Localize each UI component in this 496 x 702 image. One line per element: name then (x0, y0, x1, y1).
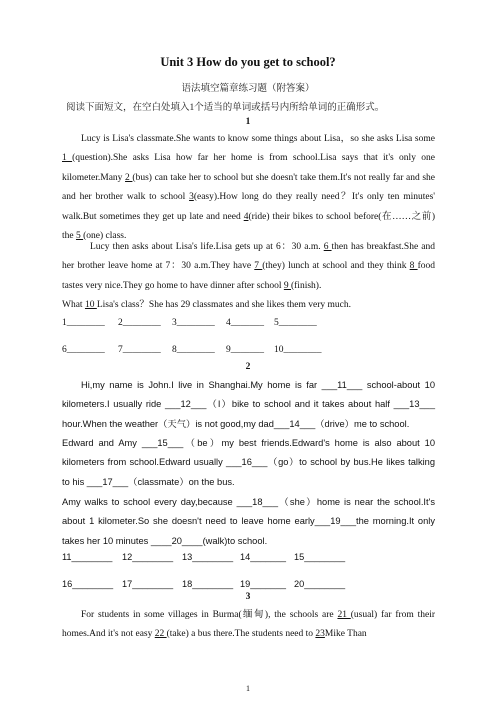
blank-23: 23 (315, 629, 325, 640)
text-run: Lisa's class？She has 29 classmates and she likes them very much. (96, 300, 352, 310)
blank-5: 5 (75, 231, 84, 242)
section-2-paragraph-2: Edward and Amy ___15___（be）my best friends.Edward's home is also about 10 kilometers from school.Edward usually ___16___（go）to school by bus.He likes talking to his ___17___（classmate）on the bus. (62, 438, 435, 487)
page-number: 1 (246, 684, 250, 693)
answer-blank[interactable]: 3________ (172, 318, 215, 328)
answer-blanks-16-20 (62, 579, 345, 589)
section-1-number: 1 (245, 117, 251, 127)
answer-blanks-1-5 (62, 318, 317, 328)
blank-2: 2 (125, 172, 133, 183)
text-run: food tastes very nice.They go home to have dinner after school (62, 261, 436, 291)
answer-blank[interactable]: 6________ (62, 345, 105, 355)
answer-blank[interactable]: 9_______ (226, 345, 264, 355)
blank-22: 22 (154, 629, 167, 640)
section-1-paragraph-2 (62, 238, 435, 296)
answer-blank[interactable]: 19_______ (240, 579, 286, 589)
text-run: (take) a bus there.The students need to (166, 629, 316, 640)
text-run: (they) lunch at school and they think (262, 261, 410, 272)
answer-blank[interactable]: 20________ (294, 579, 346, 589)
blank-6: 6 (323, 242, 332, 252)
text-run: Lucy is Lisa's classmate.She wants to know some things about Lisa，so she asks Lisa some (81, 134, 435, 144)
blank-3: 3 (189, 192, 194, 203)
answer-blank[interactable]: 14_______ (240, 552, 286, 562)
section-2-paragraph-3: Amy walks to school every day,because ___18___（she）home is near the school.It's about 1 kilometer.So she doesn't need to leave home early___19___the morning.It only takes her 10 minutes ____20____(walk)to school. (62, 497, 435, 546)
text-run: (ride) their bikes to school before(在……之前) the (62, 211, 435, 242)
answer-blank[interactable]: 17________ (122, 579, 174, 589)
text-run: What (62, 300, 85, 310)
section-2-number: 2 (245, 362, 251, 372)
instructions: 阅读下面短文，在空白处填入1个适当的单词或括号内所给单词的正确形式。 (66, 103, 385, 113)
text-run: Mike Than (324, 629, 367, 640)
page-subtitle: 语法填空篇章练习题（附答案） (181, 84, 315, 94)
text-run: (bus) can take her to school but she doesn't take them.It's not really far and she and her brother walk to school (62, 172, 436, 203)
answer-blank[interactable]: 4_______ (226, 318, 264, 328)
answer-blank[interactable]: 7________ (118, 345, 161, 355)
blank-1: 1 (62, 153, 73, 164)
blank-4: 4 (243, 211, 249, 222)
text-run: (easy).How long do they really need？It's only ten minutes' walk.But sometimes they get up late and need (62, 192, 435, 222)
answer-blank[interactable]: 15________ (294, 552, 346, 562)
text-run: (usual) far from their homes.And it's not easy (62, 610, 436, 640)
answer-blank[interactable]: 2________ (118, 318, 161, 328)
section-3-number: 3 (245, 592, 251, 602)
blank-9: 9 (283, 280, 291, 291)
blank-8: 8 (409, 261, 418, 272)
answer-blank[interactable]: 5________ (274, 318, 317, 328)
text-run: then has breakfast.She and her brother leave home at 7：30 a.m.They have (62, 242, 435, 272)
section-1-paragraph-3 (62, 296, 435, 315)
text-run: (one) class. (83, 231, 127, 242)
text-run: For students in some villages in Burma(缅甸), the schools are (81, 610, 338, 620)
answer-blank[interactable]: 16________ (62, 579, 114, 589)
section-2-paragraph-1: Hi,my name is John.I live in Shanghai.My home is far ___11___ school-about 10 kilometers.I usually ride ___12___（I）bike to school and it takes about half ___13___ hour.When the weather（天气）is not good,my dad___14___（drive）me to school. (62, 380, 435, 429)
text-run: (finish). (290, 280, 322, 291)
answer-blank[interactable]: 1________ (62, 318, 105, 328)
blank-7: 7 (254, 261, 263, 272)
section-1-paragraph-1 (62, 130, 435, 246)
page-title: Unit 3 How do you get to school? (160, 55, 336, 69)
answer-blanks-11-15 (62, 552, 345, 562)
blank-10: 10 (84, 300, 97, 310)
text-run: (question).She asks Lisa how far her home is from school.Lisa says that it's only one kilometer.Many (62, 153, 435, 183)
answer-blank[interactable]: 12________ (122, 552, 174, 562)
answer-blank[interactable]: 11________ (62, 552, 113, 562)
text-run: Lucy then asks about Lisa's life.Lisa gets up at 6：30 a.m. (90, 242, 324, 252)
answer-blank[interactable]: 8________ (172, 345, 215, 355)
answer-blank[interactable]: 10________ (274, 345, 322, 355)
answer-blank[interactable]: 18________ (182, 579, 234, 589)
blank-21: 21 (337, 610, 351, 620)
answer-blank[interactable]: 13________ (182, 552, 234, 562)
section-3-paragraph-1 (62, 606, 435, 645)
answer-blanks-6-10 (62, 345, 322, 355)
